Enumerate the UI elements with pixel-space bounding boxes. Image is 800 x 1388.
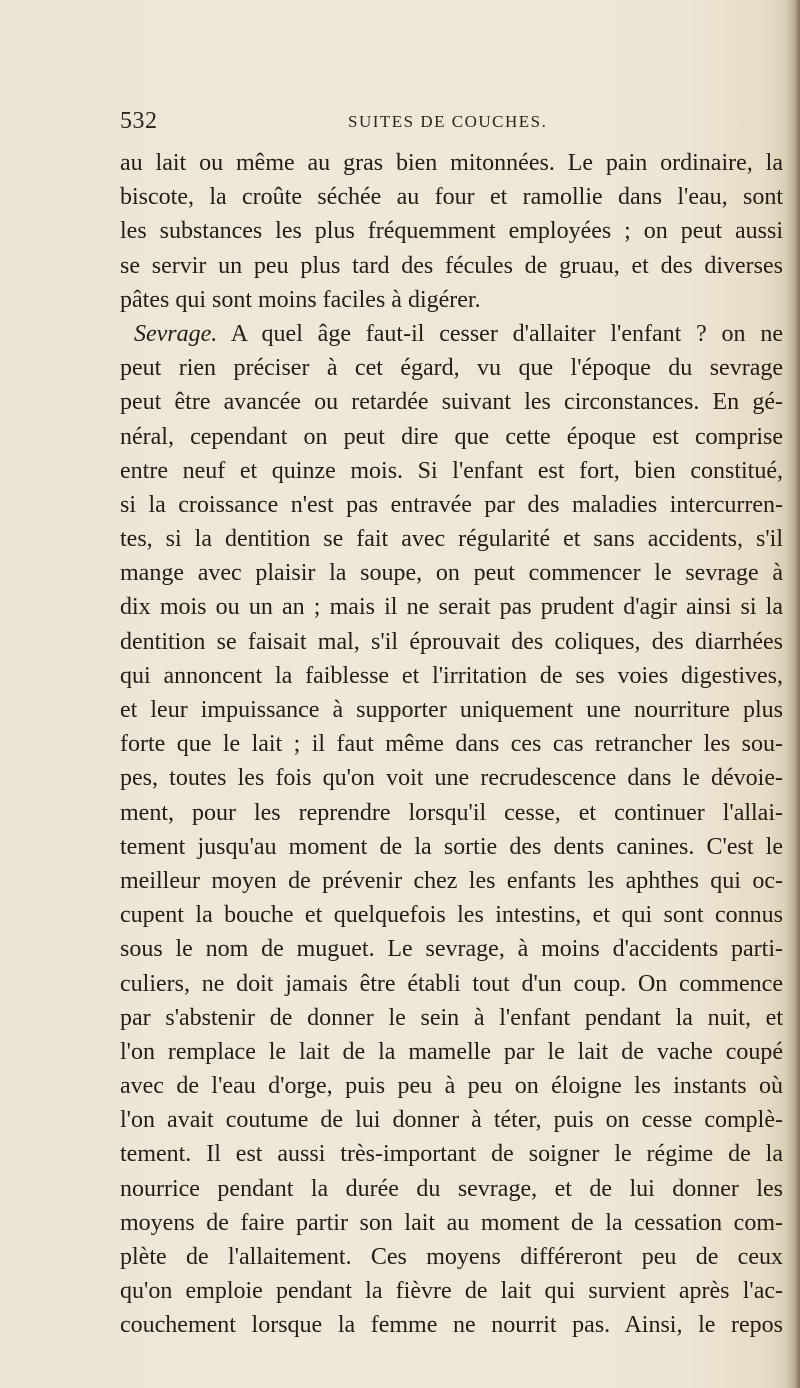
text-line: ment, pour les reprendre lorsqu'il cesse, et continuer l'allai- <box>120 799 783 826</box>
text-line: avec de l'eau d'orge, puis peu à peu on éloigne les instants où <box>120 1073 783 1100</box>
text-line: culiers, ne doit jamais être établi tout d'un coup. On commence <box>120 970 783 997</box>
text-line: peut rien préciser à cet égard, vu que l'époque du sevrage <box>120 355 783 382</box>
text-line: qu'on emploie pendant la fièvre de lait qui survient après l'ac- <box>120 1278 783 1305</box>
text-line: forte que le lait ; il faut même dans ces cas retrancher les sou- <box>120 731 783 758</box>
body-text <box>120 146 783 1343</box>
text-line: cupent la bouche et quelquefois les intestins, et qui sont connus <box>120 902 783 929</box>
text-line: dix mois ou un an ; mais il ne serait pas prudent d'agir ainsi si la <box>120 594 783 621</box>
text-line: se servir un peu plus tard des fécules de gruau, et des diverses <box>120 252 783 279</box>
text-line: couchement lorsque la femme ne nourrit pas. Ainsi, le repos <box>120 1312 783 1339</box>
text-line: meilleur moyen de prévenir chez les enfants les aphthes qui oc- <box>120 867 783 894</box>
text-line: plète de l'allaitement. Ces moyens différeront peu de ceux <box>120 1244 783 1270</box>
text-line: pâtes qui sont moins faciles à digérer. <box>120 286 481 313</box>
text-line: tement. Il est aussi très-important de soigner le régime de la <box>120 1141 783 1168</box>
text-line: si la croissance n'est pas entravée par des maladies intercurren- <box>120 491 783 518</box>
text-line: pes, toutes les fois qu'on voit une recrudescence dans le dévoie- <box>120 765 783 792</box>
text-line: biscote, la croûte séchée au four et ramollie dans l'eau, sont <box>120 184 783 211</box>
text-line: Sevrage. A quel âge faut-il cesser d'allaiter l'enfant ? on ne <box>134 320 783 347</box>
text-line: entre neuf et quinze mois. Si l'enfant est fort, bien constitué, <box>120 457 783 484</box>
text-line: tement jusqu'au moment de la sortie des dents canines. C'est le <box>120 833 783 860</box>
text-line: dentition se faisait mal, s'il éprouvait des coliques, des diarrhées <box>120 628 783 655</box>
text-line: sous le nom de muguet. Le sevrage, à moins d'accidents parti- <box>120 936 783 963</box>
page-header <box>120 108 770 138</box>
section-heading-italic: Sevrage. <box>134 320 218 347</box>
text-line: qui annoncent la faiblesse et l'irritation de ses voies digestives, <box>120 662 783 689</box>
text-line: moyens de faire partir son lait au moment de la cessation com- <box>120 1209 783 1236</box>
running-title: SUITES DE COUCHES. <box>348 112 548 131</box>
text-line: au lait ou même au gras bien mitonnées. Le pain ordinaire, la <box>120 150 783 176</box>
text-line: nourrice pendant la durée du sevrage, et de lui donner les <box>120 1175 783 1202</box>
text-line: l'on avait coutume de lui donner à téter, puis on cesse complè- <box>120 1107 783 1134</box>
text-line: par s'abstenir de donner le sein à l'enfant pendant la nuit, et <box>120 1004 783 1031</box>
text-line: néral, cependant on peut dire que cette époque est comprise <box>120 423 783 450</box>
text-line: les substances les plus fréquemment employées ; on peut aussi <box>120 218 783 245</box>
page-edge-shadow <box>786 0 800 1388</box>
page-number: 532 <box>120 108 158 134</box>
text-line: et leur impuissance à supporter uniquement une nourriture plus <box>120 697 783 723</box>
text-line: l'on remplace le lait de la mamelle par le lait de vache coupé <box>120 1038 783 1065</box>
text-line: tes, si la dentition se fait avec régularité et sans accidents, s'il <box>120 526 783 553</box>
text-line: mange avec plaisir la soupe, on peut commencer le sevrage à <box>120 560 783 587</box>
text-line: peut être avancée ou retardée suivant les circonstances. En gé- <box>120 389 783 416</box>
